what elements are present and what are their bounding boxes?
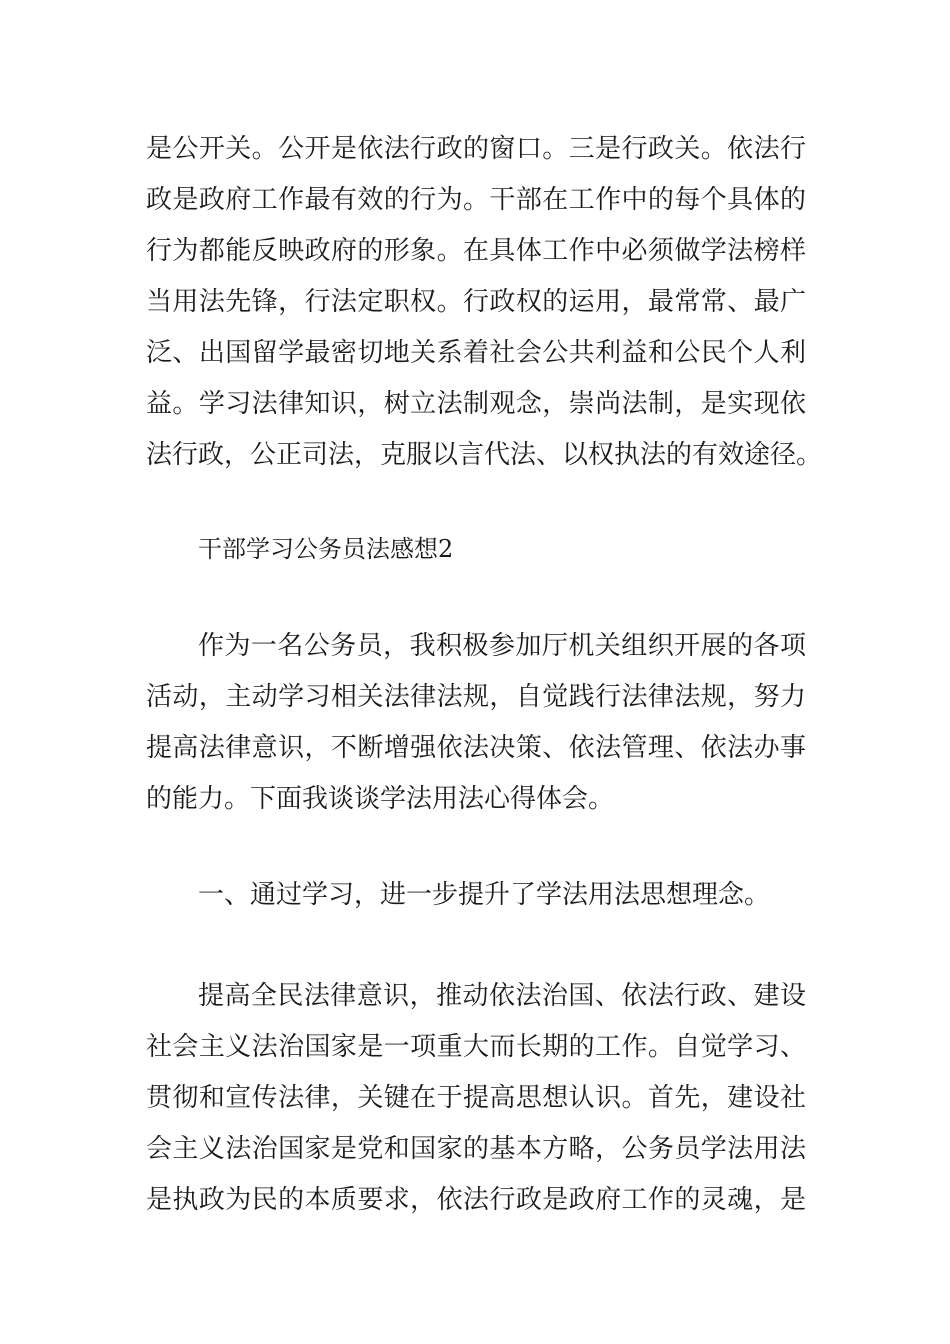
paragraph-line: 提高全民法律意识，推动依法治国、依法行政、建设 [198, 981, 806, 1011]
paragraph-line: 会主义法治国家是党和国家的基本方略，公务员学法用法 [146, 1134, 806, 1164]
paragraph-line: 贯彻和宣传法律，关键在于提高思想认识。首先，建设社 [146, 1083, 806, 1113]
paragraph-line: 益。学习法律知识，树立法制观念，崇尚法制，是实现依 [146, 389, 806, 419]
paragraph-line: 的能力。下面我谈谈学法用法心得体会。 [146, 784, 615, 814]
paragraph-line: 行为都能反映政府的形象。在具体工作中必须做学法榜样 [146, 236, 806, 266]
paragraph-line: 泛、出国留学最密切地关系着社会公共利益和公民个人利 [146, 338, 806, 368]
paragraph-line: 社会主义法治国家是一项重大而长期的工作。自觉学习、 [146, 1032, 806, 1062]
paragraph-1 [146, 124, 823, 481]
paragraph-line: 是执政为民的本质要求，依法行政是政府工作的灵魂，是 [146, 1185, 806, 1215]
paragraph-2 [146, 621, 806, 825]
paragraph-line: 活动，主动学习相关法律法规，自觉践行法律法规，努力 [146, 682, 806, 712]
paragraph-line: 法行政，公正司法，克服以言代法、以权执法的有效途径。 [146, 440, 823, 470]
paragraph-line: 当用法先锋，行法定职权。行政权的运用，最常常、最广 [146, 287, 806, 317]
paragraph-3 [146, 971, 806, 1226]
section-heading: 干部学习公务员法感想2 [198, 535, 454, 563]
paragraph-line: 政是政府工作最有效的行为。干部在工作中的每个具体的 [146, 185, 806, 215]
section-title-text: 一、通过学习，进一步提升了学法用法思想理念。 [198, 880, 771, 910]
section-title [146, 870, 806, 921]
paragraph-line: 提高法律意识，不断增强依法决策、依法管理、依法办事 [146, 733, 806, 763]
paragraph-line: 是公开关。公开是依法行政的窗口。三是行政关。依法行 [146, 134, 806, 164]
paragraph-line: 作为一名公务员，我积极参加厅机关组织开展的各项 [198, 631, 806, 661]
